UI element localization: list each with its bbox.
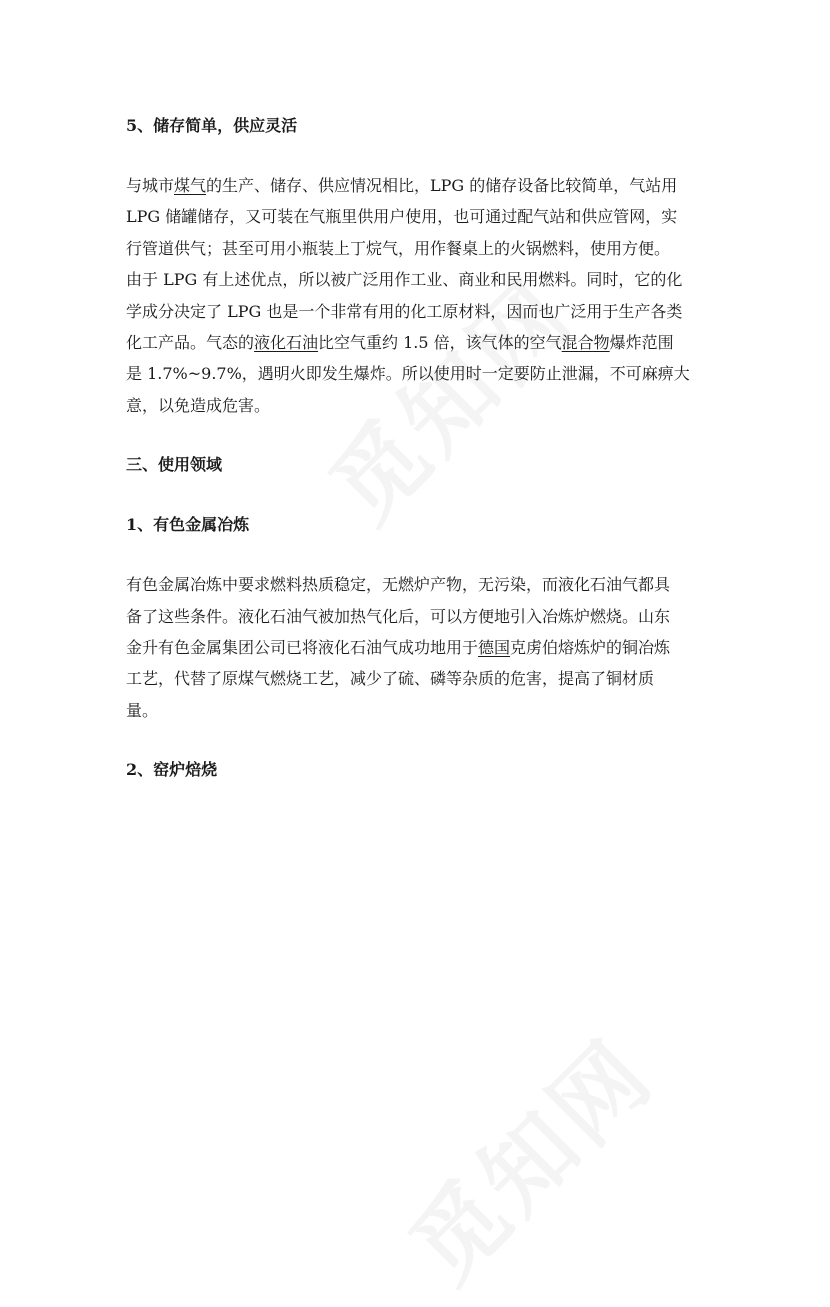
- heading-kiln-roasting: 2、窑炉焙烧: [126, 760, 218, 780]
- text-line: 化工产品。气态的液化石油比空气重约 1.5 倍，该气体的空气混合物爆炸范围: [126, 332, 674, 352]
- text-line: LPG 储罐储存，又可装在气瓶里供用户使用，也可通过配气站和供应管网，实: [126, 207, 678, 227]
- heading-usage: 三、使用领域: [126, 455, 223, 475]
- paragraph-metal-smelting: [126, 569, 716, 726]
- text-line: 与城市煤气的生产、储存、供应情况相比，LPG 的储存设备比较简单，气站用: [126, 176, 678, 195]
- text-line: 金升有色金属集团公司已将液化石油气成功地用于德国克虏伯熔炼炉的铜冶炼: [126, 637, 671, 657]
- text-line: 工艺，代替了原煤气燃烧工艺，减少了硫、磷等杂质的危害，提高了铜材质: [126, 669, 655, 689]
- text-line: 量。: [126, 700, 159, 720]
- text-line: 意，以免造成危害。: [126, 395, 271, 415]
- link-lpg[interactable]: 液化石油: [254, 332, 319, 352]
- text-line: 备了这些条件。液化石油气被加热气化后，可以方便地引入冶炼炉燃烧。山东: [126, 606, 671, 626]
- text-line: 是 1.7%~9.7%，遇明火即发生爆炸。所以使用时一定要防止泄漏，不可麻痹大: [126, 364, 690, 384]
- text-line: 有色金属冶炼中要求燃料热质稳定，无燃炉产物，无污染，而液化石油气都具: [126, 575, 671, 595]
- heading-storage: 5、储存简单，供应灵活: [126, 116, 298, 135]
- heading-metal-smelting: 1、有色金属冶炼: [126, 515, 250, 535]
- text-line: 由于 LPG 有上述优点，所以被广泛用作工业、商业和民用燃料。同时，它的化: [126, 270, 683, 290]
- text-line: 学成分决定了 LPG 也是一个非常有用的化工原材料，因而也广泛用于生产各类: [126, 301, 683, 321]
- document-body: [126, 110, 716, 814]
- link-mixture[interactable]: 混合物: [561, 332, 610, 352]
- link-germany[interactable]: 德国: [478, 637, 511, 657]
- text-line: 行管道供气；甚至可用小瓶装上丁烷气，用作餐桌上的火锅燃料，使用方便。: [126, 238, 671, 258]
- link-coal-gas[interactable]: 煤气: [174, 176, 207, 195]
- paragraph-storage: [126, 170, 716, 421]
- watermark-text-bottom: [376, 1005, 677, 1306]
